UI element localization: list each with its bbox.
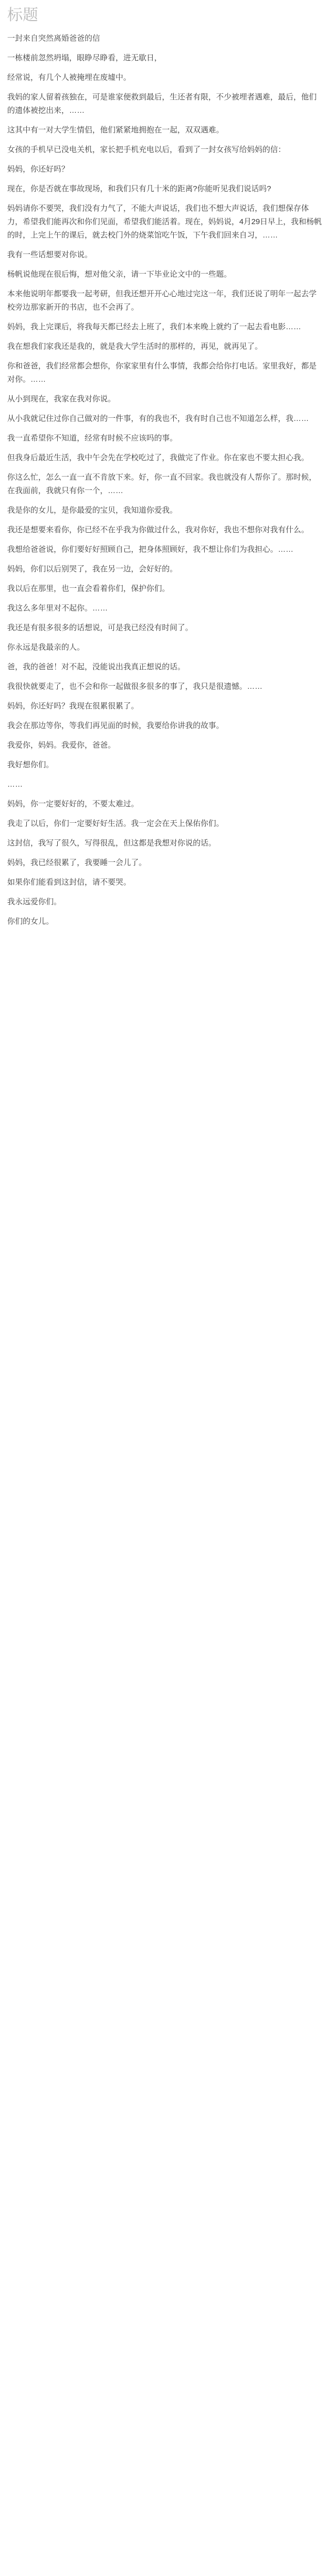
letter-paragraph: 现在，你是否就在事故现场，和我们只有几十米的距离?你能听见我们说话吗? xyxy=(7,184,271,193)
letter-paragraph: 我爱你，妈妈。我爱你，爸爸。 xyxy=(7,741,116,750)
letter-paragraph: …… xyxy=(7,780,23,789)
letter-subtitle: 一封来自突然离婚爸爸的信 xyxy=(7,34,101,43)
letter-paragraph: 妈妈，你们以后别哭了，我在另一边，会好好的。 xyxy=(7,565,178,573)
letter-paragraph: 爸，我的爸爸！对不起，没能说出我真正想说的话。 xyxy=(7,663,186,671)
letter-paragraph: 我会在那边等你，等我们再见面的时候，我要给你讲我的故事。 xyxy=(7,721,224,730)
letter-paragraph: 我想给爸爸说，你们要好好照顾自己，把身体照顾好，我不想让你们为我担心。…… xyxy=(7,545,294,554)
letter-paragraph: 我有一些话想要对你说。 xyxy=(7,250,93,259)
letter-paragraph: 从小到现在，我家在我对你说。 xyxy=(7,395,116,403)
letter-paragraph: 如果你们能看到这封信，请不要哭。 xyxy=(7,878,131,887)
letter-paragraph: 你们的女儿。 xyxy=(7,917,54,926)
letter-paragraph: 妈妈，你一定要好好的，不要太难过。 xyxy=(7,800,139,808)
letter-paragraph: 我走了以后，你们一定要好好生活。我一定会在天上保佑你们。 xyxy=(7,819,224,828)
letter-paragraph: 从小我就记住过你自己做对的一件事，有的我也不，我有时自己也不知道怎么样，我…… xyxy=(7,414,309,423)
letter-paragraph: 妈妈请你不要哭，我们没有力气了，不能大声说话，我们也不想大声说话，我们想保存体力，希望我们能再次和你们见面，希望我们能活着。现在，妈妈说，4月29日早上，我和杨帆的时，上完上午的课后，就去校门外的烧菜馆吃午饭，下午我们回来自习，…… xyxy=(7,204,322,240)
letter-paragraph: 我是你的女儿，是你最爱的宝贝，我知道你爱我。 xyxy=(7,506,178,515)
letter-paragraph: 我好想你们。 xyxy=(7,760,54,769)
letter-paragraph: 我一直希望你不知道，经常有时候不应该吗的事。 xyxy=(7,434,178,443)
end-spacer xyxy=(7,935,323,945)
letter-paragraph: 你永远是我最亲的人。 xyxy=(7,643,85,652)
letter-paragraph: 一栋楼前忽然坍塌，眼睁尽睁看，进无歇日， xyxy=(7,54,162,62)
letter-body xyxy=(7,52,323,928)
letter-paragraph: 我这么多年里对不起你。…… xyxy=(7,604,108,613)
letter-paragraph: 我妈的家人留着孩独在，可是谁家便救到最后，生还者有限，不少被埋者遇难，最后，他们的遗体被挖出来，…… xyxy=(7,93,317,115)
letter-paragraph: 妈妈，我上完课后，将我每天都已经去上班了，我们本来晚上就约了一起去看电影…… xyxy=(7,323,302,331)
letter-paragraph: 我永远爱你们。 xyxy=(7,897,62,906)
letter-paragraph: 女孩的手机早已没电关机，家长把手机充电以后，看到了一封女孩写给妈妈的信： xyxy=(7,145,286,154)
letter-paragraph: 我在想我们家我还是我的，就是我大学生活时的那样的，再见，就再见了。 xyxy=(7,342,263,351)
letter-paragraph: 妈妈，你还好吗？我现在很累很累了。 xyxy=(7,702,139,710)
letter-paragraph: 这封信，我写了很久，写得很乱，但这都是我想对你说的话。 xyxy=(7,839,217,848)
letter-paragraph: 杨帆说他现在很后悔，想对他父亲，请一下毕业论文中的一些题。 xyxy=(7,270,232,279)
letter-paragraph: 我以后在那里，也一直会看着你们，保护你们。 xyxy=(7,584,170,593)
letter-paragraph: 经常说，有几个人被掩埋在废墟中。 xyxy=(7,73,131,82)
letter-paragraph: 我还是想要来看你，你已经不在乎我为你做过什么，我对你好，我也不想你对我有什么。 xyxy=(7,526,309,534)
letter-paragraph: 你和爸爸，我们经常都会想你，你家家里有什么事情，我都会给你打电话。家里我好，都是对你。…… xyxy=(7,362,317,384)
letter-paragraph: 你这么忙，怎么一直一直不肯放下来。好，你一直不回家。我也就没有人帮你了。那时候，在我面前，我就只有你一个，…… xyxy=(7,473,317,495)
letter-paragraph: 妈妈，你还好吗？ xyxy=(7,165,70,174)
letter-paragraph: 这其中有一对大学生情侣，他们紧紧地拥抱在一起，双双遇难。 xyxy=(7,126,224,134)
letter-paragraph: 我还是有很多很多的话想说，可是我已经没有时间了。 xyxy=(7,623,193,632)
page-title: 标题 xyxy=(7,7,38,24)
letter-paragraph: 本来他说明年都要我一起考研，但我还想开开心心地过完这一年，我们还说了明年一起去学校旁边那家新开的书店，也不会再了。 xyxy=(7,290,317,312)
letter-paragraph: 但我身后最近生活，我中午会先在学校吃过了，我做完了作业。你在家也不要太担心我。 xyxy=(7,453,309,462)
letter-paragraph: 妈妈，我已经很累了，我要睡一会儿了。 xyxy=(7,858,147,867)
letter-paragraph: 我很快就要走了，也不会和你一起做很多很多的事了，我只是很遗憾。…… xyxy=(7,682,263,691)
